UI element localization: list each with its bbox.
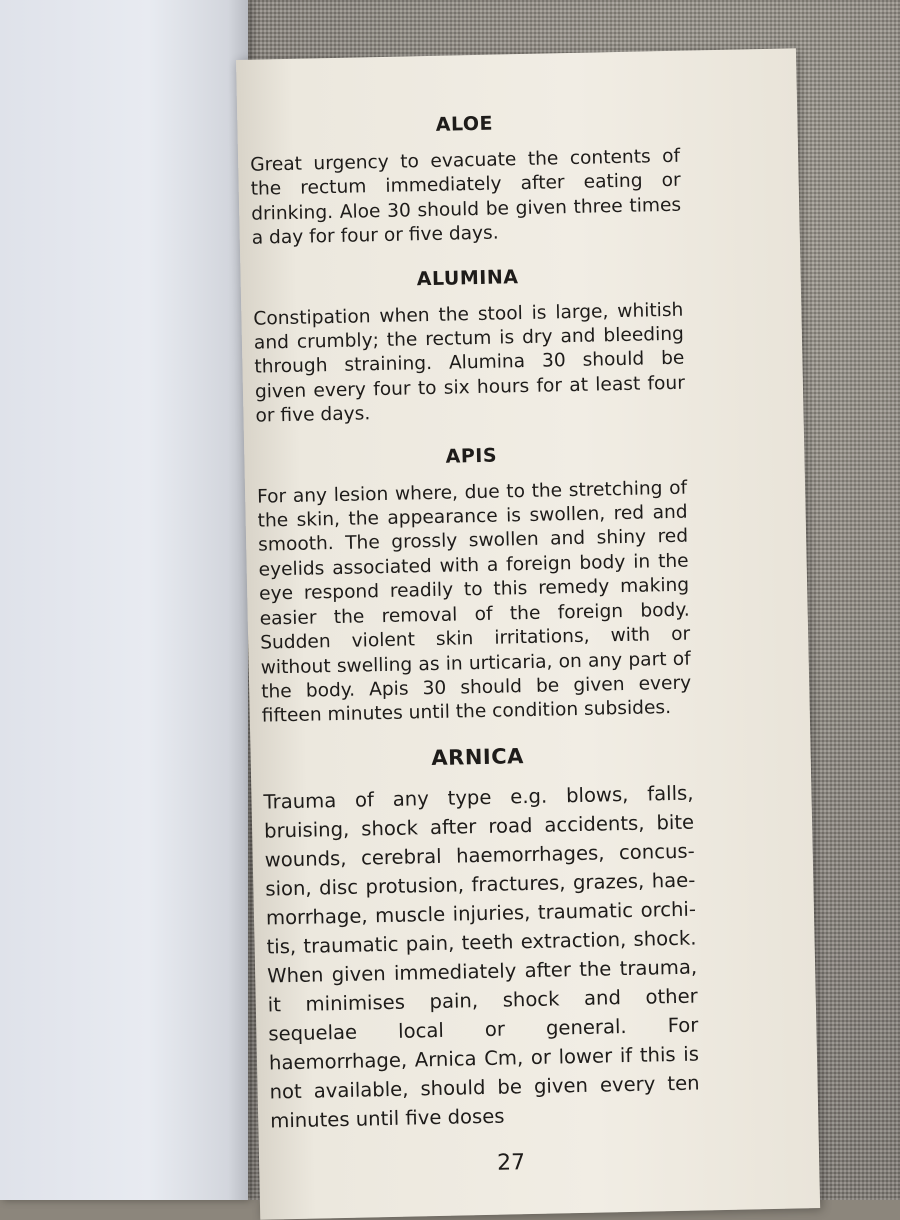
entry-heading: ARNICA bbox=[431, 743, 525, 770]
entry-body: Great urgency to evacuate the contents of the rectum immediately after eating or drinking. Aloe 30 should be given three times a day for four or five days. bbox=[249, 145, 682, 249]
entry-heading: APIS bbox=[445, 444, 498, 468]
text-column bbox=[249, 109, 701, 1155]
entry-alumina bbox=[252, 262, 685, 429]
entry-heading: ALUMINA bbox=[416, 265, 519, 290]
page-number: 27 bbox=[496, 1150, 526, 1176]
book-page bbox=[236, 48, 820, 1219]
entry-apis bbox=[256, 440, 692, 729]
entry-arnica bbox=[262, 740, 700, 1135]
entry-body: Trauma of any type e.g. blows, falls, bruising, shock after road accidents, bite wounds, cerebral haemorrhages, concus-sion, disc protusion, fractures, grazes, hae-morrhage, muscle injuries, traumatic orchi-tis, traumatic pain, teeth extraction, shock. When given immediately after the trauma, it minimises pain, shock and other sequelae local or general. For haemorrhage, Arnica Cm, or lower if this is not available, should be given every ten minutes until five doses bbox=[263, 781, 700, 1133]
entry-heading: ALOE bbox=[435, 112, 494, 136]
entry-aloe bbox=[249, 109, 682, 252]
entry-body: Constipation when the stool is large, whitish and crumbly; the rectum is dry and bleeding through straining. Alumina 30 should be given every four to six hours for at least four or five days. bbox=[253, 299, 686, 427]
left-blank-page bbox=[0, 0, 248, 1200]
entry-body: For any lesion where, due to the stretching of the skin, the appearance is swollen, red and smooth. The grossly swollen and shiny red eyelids associated with a foreign body in the eye respond readily to this remedy making easier the removal of the foreign body. Sudden violent skin irritations, with or without swelling as in urticaria, on any part of the body. Apis 30 should be given every fifteen minutes until the condition subsides. bbox=[256, 477, 692, 727]
